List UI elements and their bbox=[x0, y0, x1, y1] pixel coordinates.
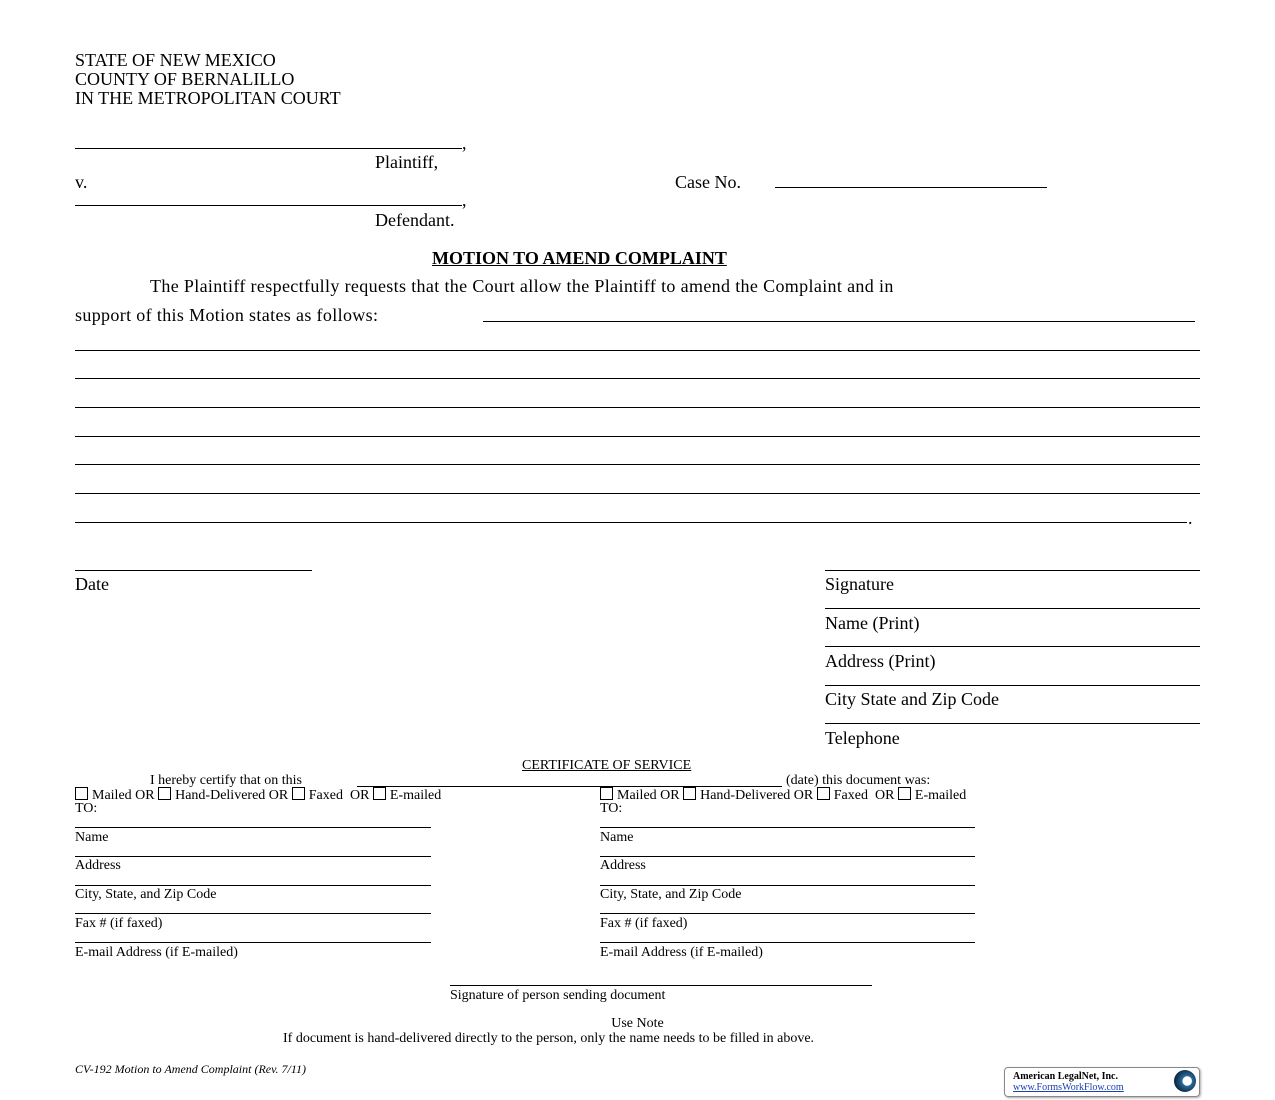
recipient-line[interactable] bbox=[75, 885, 431, 886]
recipient-name-label: Name bbox=[600, 830, 634, 845]
header-court: IN THE METROPOLITAN COURT bbox=[75, 88, 341, 108]
recipient-email-label: E-mail Address (if E-mailed) bbox=[600, 945, 763, 960]
document-title: MOTION TO AMEND COMPLAINT bbox=[432, 248, 727, 268]
support-line[interactable] bbox=[75, 436, 1200, 437]
recipient-line[interactable] bbox=[600, 913, 975, 914]
recipient-fax-label: Fax # (if faxed) bbox=[75, 916, 163, 931]
case-no-line[interactable] bbox=[775, 187, 1047, 188]
support-line[interactable] bbox=[483, 321, 1195, 322]
recipient-line[interactable] bbox=[75, 827, 431, 828]
recipient-line[interactable] bbox=[75, 856, 431, 857]
city-state-zip-line[interactable] bbox=[825, 685, 1200, 686]
hand-delivered-checkbox[interactable] bbox=[683, 787, 696, 800]
signature-label: Signature bbox=[825, 574, 894, 594]
american-legalnet-logo[interactable] bbox=[1004, 1067, 1200, 1097]
defendant-name-line[interactable] bbox=[75, 205, 462, 206]
address-print-line[interactable] bbox=[825, 646, 1200, 647]
hand-delivered-checkbox[interactable] bbox=[158, 787, 171, 800]
recipient-name-label: Name bbox=[75, 830, 109, 845]
emailed-checkbox[interactable] bbox=[373, 787, 386, 800]
option-label: Mailed OR bbox=[617, 788, 680, 803]
body-line-2: support of this Motion states as follows: bbox=[75, 305, 379, 325]
date-label: Date bbox=[75, 574, 109, 594]
name-print-label: Name (Print) bbox=[825, 613, 920, 633]
sender-signature-label: Signature of person sending document bbox=[450, 988, 666, 1003]
versus-label: v. bbox=[75, 172, 88, 192]
period: . bbox=[1188, 508, 1193, 528]
to-label: TO: bbox=[600, 801, 623, 816]
recipient-line[interactable] bbox=[600, 827, 975, 828]
telephone-label: Telephone bbox=[825, 728, 900, 748]
support-line[interactable] bbox=[75, 464, 1200, 465]
case-no-label: Case No. bbox=[675, 172, 741, 192]
city-state-zip-label: City State and Zip Code bbox=[825, 689, 999, 709]
option-label: Hand-Delivered OR bbox=[175, 788, 289, 803]
comma: , bbox=[462, 133, 467, 153]
recipient-city-label: City, State, and Zip Code bbox=[600, 887, 742, 902]
to-label: TO: bbox=[75, 801, 98, 816]
option-label: Faxed OR bbox=[833, 788, 895, 803]
support-line[interactable] bbox=[75, 378, 1200, 379]
option-label: E-mailed bbox=[914, 788, 967, 803]
support-line[interactable] bbox=[75, 350, 1200, 351]
certify-suffix: (date) this document was: bbox=[786, 773, 931, 788]
support-line[interactable] bbox=[75, 493, 1200, 494]
service-methods-left bbox=[75, 787, 441, 804]
logo-url[interactable]: www.FormsWorkFlow.com bbox=[1013, 1082, 1124, 1093]
recipient-line[interactable] bbox=[600, 856, 975, 857]
recipient-email-label: E-mail Address (if E-mailed) bbox=[75, 945, 238, 960]
certify-prefix: I hereby certify that on this bbox=[150, 773, 303, 788]
globe-icon bbox=[1174, 1070, 1196, 1092]
recipient-line[interactable] bbox=[600, 885, 975, 886]
plaintiff-name-line[interactable] bbox=[75, 148, 462, 149]
name-print-line[interactable] bbox=[825, 608, 1200, 609]
option-label: E-mailed bbox=[389, 788, 442, 803]
logo-company: American LegalNet, Inc. bbox=[1013, 1071, 1118, 1082]
service-methods-right bbox=[600, 787, 966, 804]
telephone-line[interactable] bbox=[825, 723, 1200, 724]
sender-signature-line[interactable] bbox=[450, 985, 872, 986]
date-line[interactable] bbox=[75, 570, 312, 571]
plaintiff-label: Plaintiff, bbox=[375, 152, 439, 172]
mailed-checkbox[interactable] bbox=[600, 787, 613, 800]
mailed-checkbox[interactable] bbox=[75, 787, 88, 800]
support-line[interactable] bbox=[75, 407, 1200, 408]
use-note-text: If document is hand-delivered directly to the person, only the name needs to be filled in above. bbox=[283, 1031, 815, 1046]
recipient-line[interactable] bbox=[75, 942, 431, 943]
comma: , bbox=[462, 190, 467, 210]
faxed-checkbox[interactable] bbox=[817, 787, 830, 800]
certificate-title: CERTIFICATE OF SERVICE bbox=[522, 758, 692, 773]
signature-line[interactable] bbox=[825, 570, 1200, 571]
defendant-label: Defendant. bbox=[375, 210, 455, 230]
recipient-city-label: City, State, and Zip Code bbox=[75, 887, 217, 902]
option-label: Mailed OR bbox=[92, 788, 155, 803]
emailed-checkbox[interactable] bbox=[898, 787, 911, 800]
address-print-label: Address (Print) bbox=[825, 651, 936, 671]
form-id: CV-192 Motion to Amend Complaint (Rev. 7/11) bbox=[75, 1062, 306, 1076]
support-line[interactable] bbox=[75, 522, 1187, 523]
body-line-1: The Plaintiff respectfully requests that the Court allow the Plaintiff to amend the Complaint and in bbox=[150, 276, 894, 296]
option-label: Faxed OR bbox=[308, 788, 370, 803]
faxed-checkbox[interactable] bbox=[292, 787, 305, 800]
header-state: STATE OF NEW MEXICO bbox=[75, 50, 276, 70]
option-label: Hand-Delivered OR bbox=[700, 788, 814, 803]
recipient-line[interactable] bbox=[75, 913, 431, 914]
use-note-title: Use Note bbox=[611, 1016, 664, 1031]
recipient-address-label: Address bbox=[600, 858, 646, 873]
recipient-address-label: Address bbox=[75, 858, 121, 873]
recipient-line[interactable] bbox=[600, 942, 975, 943]
recipient-fax-label: Fax # (if faxed) bbox=[600, 916, 688, 931]
header-county: COUNTY OF BERNALILLO bbox=[75, 69, 295, 89]
